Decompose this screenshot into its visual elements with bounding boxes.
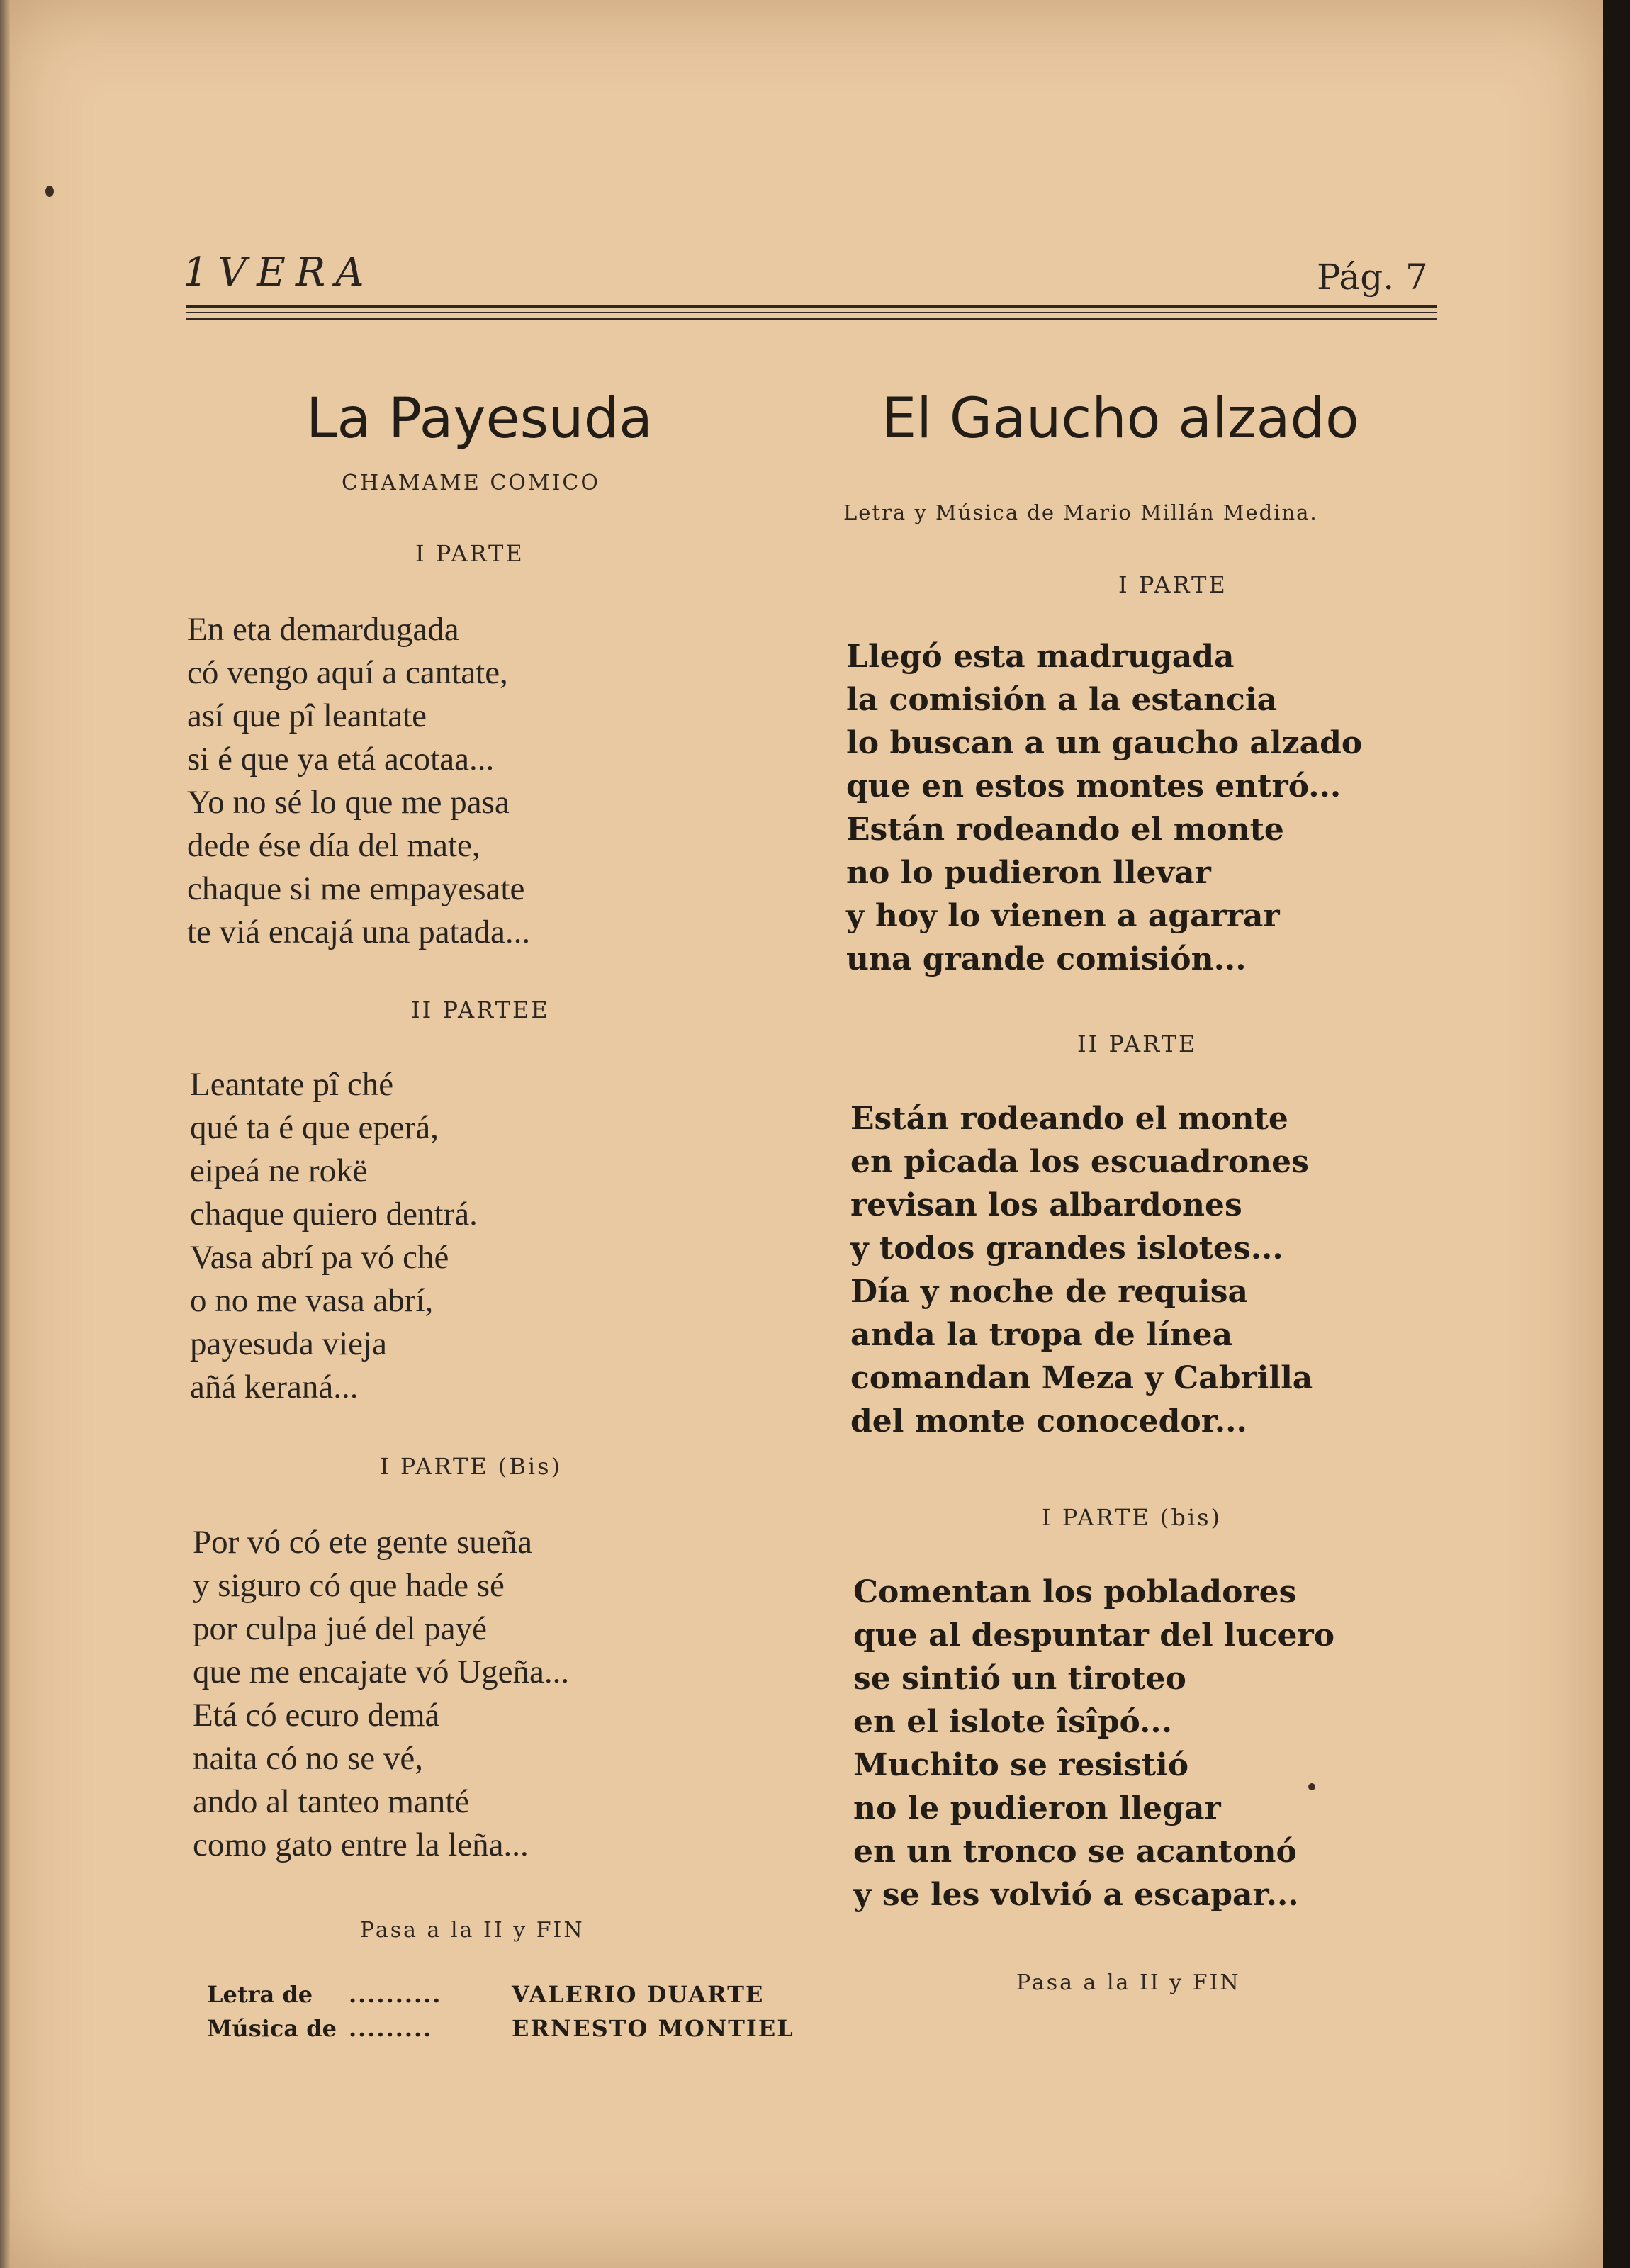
left-section-label: II PARTEE xyxy=(411,997,550,1023)
left-section-label: I PARTE (Bis) xyxy=(380,1453,563,1480)
verse-line: anda la tropa de línea xyxy=(850,1317,1233,1353)
verse-line: la comisión a la estancia xyxy=(846,682,1278,718)
credit-label: Letra de xyxy=(207,1981,313,2008)
verse-line: Están rodeando el monte xyxy=(846,812,1284,848)
verse-line: Yo no sé lo que me pasa xyxy=(187,784,510,821)
verse-line: eipeá ne rokë xyxy=(190,1152,368,1189)
verse-line: o no me vasa abrí, xyxy=(190,1282,434,1319)
right-verse xyxy=(846,635,1362,981)
verse-line: naita có no se vé, xyxy=(193,1740,423,1777)
page-binding-edge xyxy=(0,0,10,2268)
verse-line: del monte conocedor... xyxy=(850,1403,1247,1439)
right-section-label: II PARTE xyxy=(1077,1031,1198,1057)
verse-line: se sintió un tiroteo xyxy=(853,1661,1186,1697)
verse-line: que en estos montes entró... xyxy=(846,768,1342,804)
left-continue-note: Pasa a la II y FIN xyxy=(360,1918,585,1943)
left-verse xyxy=(190,1063,478,1409)
verse-line: Etá có ecuro demá xyxy=(193,1697,440,1734)
credit-music xyxy=(207,2011,816,2045)
verse-line: Por vó có ete gente sueña xyxy=(193,1524,532,1561)
verse-line: y hoy lo vienen a agarrar xyxy=(846,898,1280,934)
right-continue-note: Pasa a la II y FIN xyxy=(1016,1970,1241,1995)
header-rule xyxy=(186,318,1437,320)
verse-line: chaque si me empayesate xyxy=(187,870,525,907)
verse-line: en el islote îsîpó... xyxy=(853,1704,1173,1740)
verse-line: Comentan los pobladores xyxy=(853,1574,1297,1610)
right-verse xyxy=(850,1097,1313,1443)
verse-line: que me encajate vó Ugeña... xyxy=(193,1654,570,1690)
paper-speck xyxy=(1308,1783,1315,1790)
verse-line: Muchito se resistió xyxy=(853,1747,1189,1783)
credit-dots: .......... xyxy=(349,1981,442,2008)
verse-line: y todos grandes islotes... xyxy=(850,1230,1283,1267)
verse-line: una grande comisión... xyxy=(846,941,1247,977)
left-credits xyxy=(207,1977,816,2045)
verse-line: que al despuntar del lucero xyxy=(853,1617,1335,1654)
left-verse xyxy=(193,1521,569,1867)
verse-line: Llegó esta madrugada xyxy=(846,639,1235,675)
verse-line: en un tronco se acantonó xyxy=(853,1834,1297,1870)
left-song-title: La Payesuda xyxy=(306,387,653,451)
verse-line: así que pî leantate xyxy=(187,697,427,734)
header-rule xyxy=(186,305,1437,308)
verse-line: Vasa abrí pa vó ché xyxy=(190,1239,449,1276)
right-section-label: I PARTE (bis) xyxy=(1042,1504,1222,1531)
verse-line: no le pudieron llegar xyxy=(853,1790,1221,1826)
verse-line: Leantate pî ché xyxy=(190,1066,394,1103)
credit-dots: ......... xyxy=(349,2015,433,2042)
left-verse xyxy=(187,608,530,954)
verse-line: si é que ya etá acotaa... xyxy=(187,741,495,777)
left-section-label: I PARTE xyxy=(415,540,524,567)
verse-line: payesuda vieja xyxy=(190,1325,387,1362)
verse-line: có vengo aquí a cantate, xyxy=(187,654,508,691)
verse-line: revisan los albardones xyxy=(850,1187,1242,1223)
left-song-subtitle: CHAMAME COMICO xyxy=(342,471,600,495)
right-song-title: El Gaucho alzado xyxy=(882,387,1359,451)
verse-line: En eta demardugada xyxy=(187,611,459,648)
scan-background xyxy=(1603,0,1630,2268)
credit-name: ERNESTO MONTIEL xyxy=(512,2015,794,2042)
verse-line: añá keraná... xyxy=(190,1369,359,1405)
paper-speck xyxy=(45,186,54,197)
credit-label: Música de xyxy=(207,2015,337,2042)
verse-line: te viá encajá una patada... xyxy=(187,914,531,950)
verse-line: comandan Meza y Cabrilla xyxy=(850,1360,1313,1396)
header-rule xyxy=(186,312,1437,313)
verse-line: y se les volvió a escapar... xyxy=(853,1877,1299,1913)
verse-line: en picada los escuadrones xyxy=(850,1144,1309,1180)
right-song-subtitle: Letra y Música de Mario Millán Medina. xyxy=(843,500,1318,524)
verse-line: qué ta é que eperá, xyxy=(190,1109,439,1146)
verse-line: dede ése día del mate, xyxy=(187,827,480,864)
credit-lyrics xyxy=(207,1977,816,2011)
verse-line: por culpa jué del payé xyxy=(193,1610,487,1647)
verse-line: chaque quiero dentrá. xyxy=(190,1196,478,1233)
verse-line: lo buscan a un gaucho alzado xyxy=(846,725,1363,761)
page-number: Pág. 7 xyxy=(1317,257,1428,298)
right-section-label: I PARTE xyxy=(1118,571,1227,598)
verse-line: no lo pudieron llevar xyxy=(846,855,1211,891)
verse-line: y siguro có que hade sé xyxy=(193,1567,505,1604)
credit-name: VALERIO DUARTE xyxy=(512,1981,765,2008)
verse-line: como gato entre la leña... xyxy=(193,1826,529,1863)
verse-line: Están rodeando el monte xyxy=(850,1101,1288,1137)
verse-line: ando al tanteo manté xyxy=(193,1783,470,1820)
verse-line: Día y noche de requisa xyxy=(850,1274,1249,1310)
right-verse xyxy=(853,1571,1334,1916)
magazine-title: 1VERA xyxy=(183,249,374,296)
